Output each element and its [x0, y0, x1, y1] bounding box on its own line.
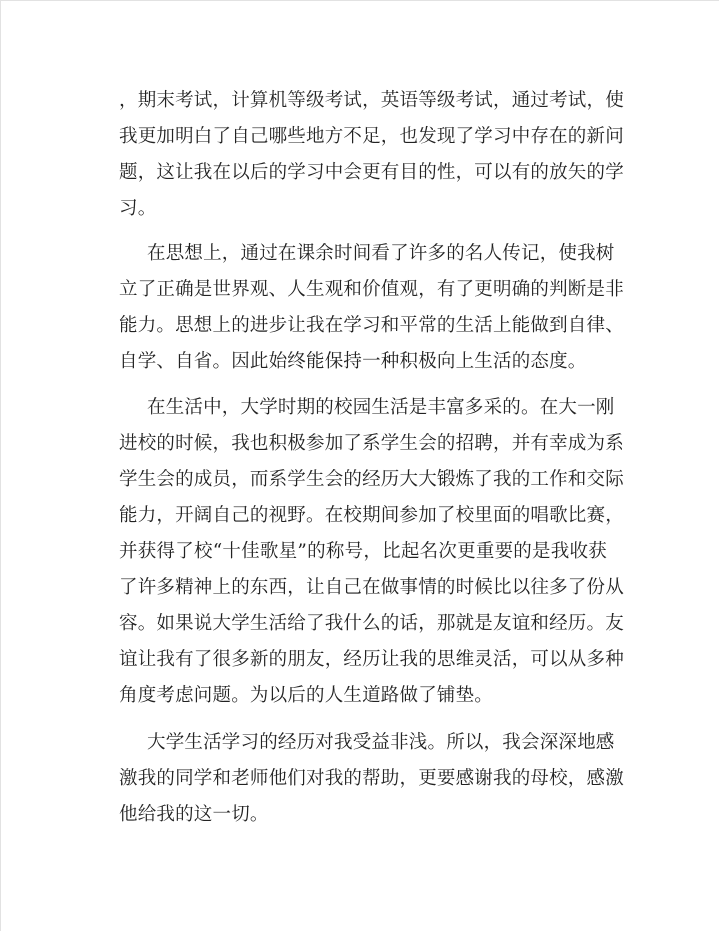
paragraph-3-line-1: 在生活中，大学时期的校园生活是丰富多采的。在大一刚	[147, 397, 615, 418]
paragraph-3-line-6: 了许多精神上的东西，让自己在做事情的时候比以往多了份从	[119, 577, 624, 598]
paragraph-3-line-4: 能力，开阔自己的视野。在校期间参加了校里面的唱歌比赛，	[119, 505, 624, 526]
paragraph-2-line-2: 立了正确是世界观、人生观和价值观，有了更明确的判断是非	[119, 279, 624, 300]
paragraph-3-line-5: 并获得了校“十佳歌星”的称号，比起名次更重要的是我收获	[119, 541, 607, 562]
paragraph-1-line-1: ，期末考试，计算机等级考试，英语等级考试，通过考试，使	[119, 90, 624, 111]
paragraph-3-line-7: 容。如果说大学生活给了我什么的话，那就是友谊和经历。友	[119, 613, 624, 634]
paragraph-1-line-3: 题，这让我在以后的学习中会更有目的性，可以有的放矢的学	[119, 162, 624, 183]
paragraph-2-line-4: 自学、自省。因此始终能保持一种积极向上生活的态度。	[119, 351, 587, 372]
paragraph-2-line-3: 能力。思想上的进步让我在学习和平常的生活上能做到自律、	[119, 315, 624, 336]
paragraph-4-line-3: 他给我的这一切。	[119, 804, 269, 825]
paragraph-2-line-1: 在思想上，通过在课余时间看了许多的名人传记，使我树	[147, 243, 615, 264]
paragraph-3-line-8: 谊让我有了很多新的朋友，经历让我的思维灵活，可以从多种	[119, 649, 624, 670]
paragraph-3-line-3: 学生会的成员，而系学生会的经历大大锻炼了我的工作和交际	[119, 469, 624, 490]
paragraph-1-line-4: 习。	[119, 198, 157, 219]
paragraph-4-line-2: 激我的同学和老师他们对我的帮助，更要感谢我的母校，感激	[119, 768, 624, 789]
paragraph-3-line-9: 角度考虑问题。为以后的人生道路做了铺垫。	[119, 685, 494, 706]
paragraph-3-line-2: 进校的时候，我也积极参加了系学生会的招聘，并有幸成为系	[119, 433, 624, 454]
paragraph-1-line-2: 我更加明白了自己哪些地方不足，也发现了学习中存在的新问	[119, 126, 624, 147]
paragraph-4-line-1: 大学生活学习的经历对我受益非浅。所以，我会深深地感	[147, 732, 615, 753]
